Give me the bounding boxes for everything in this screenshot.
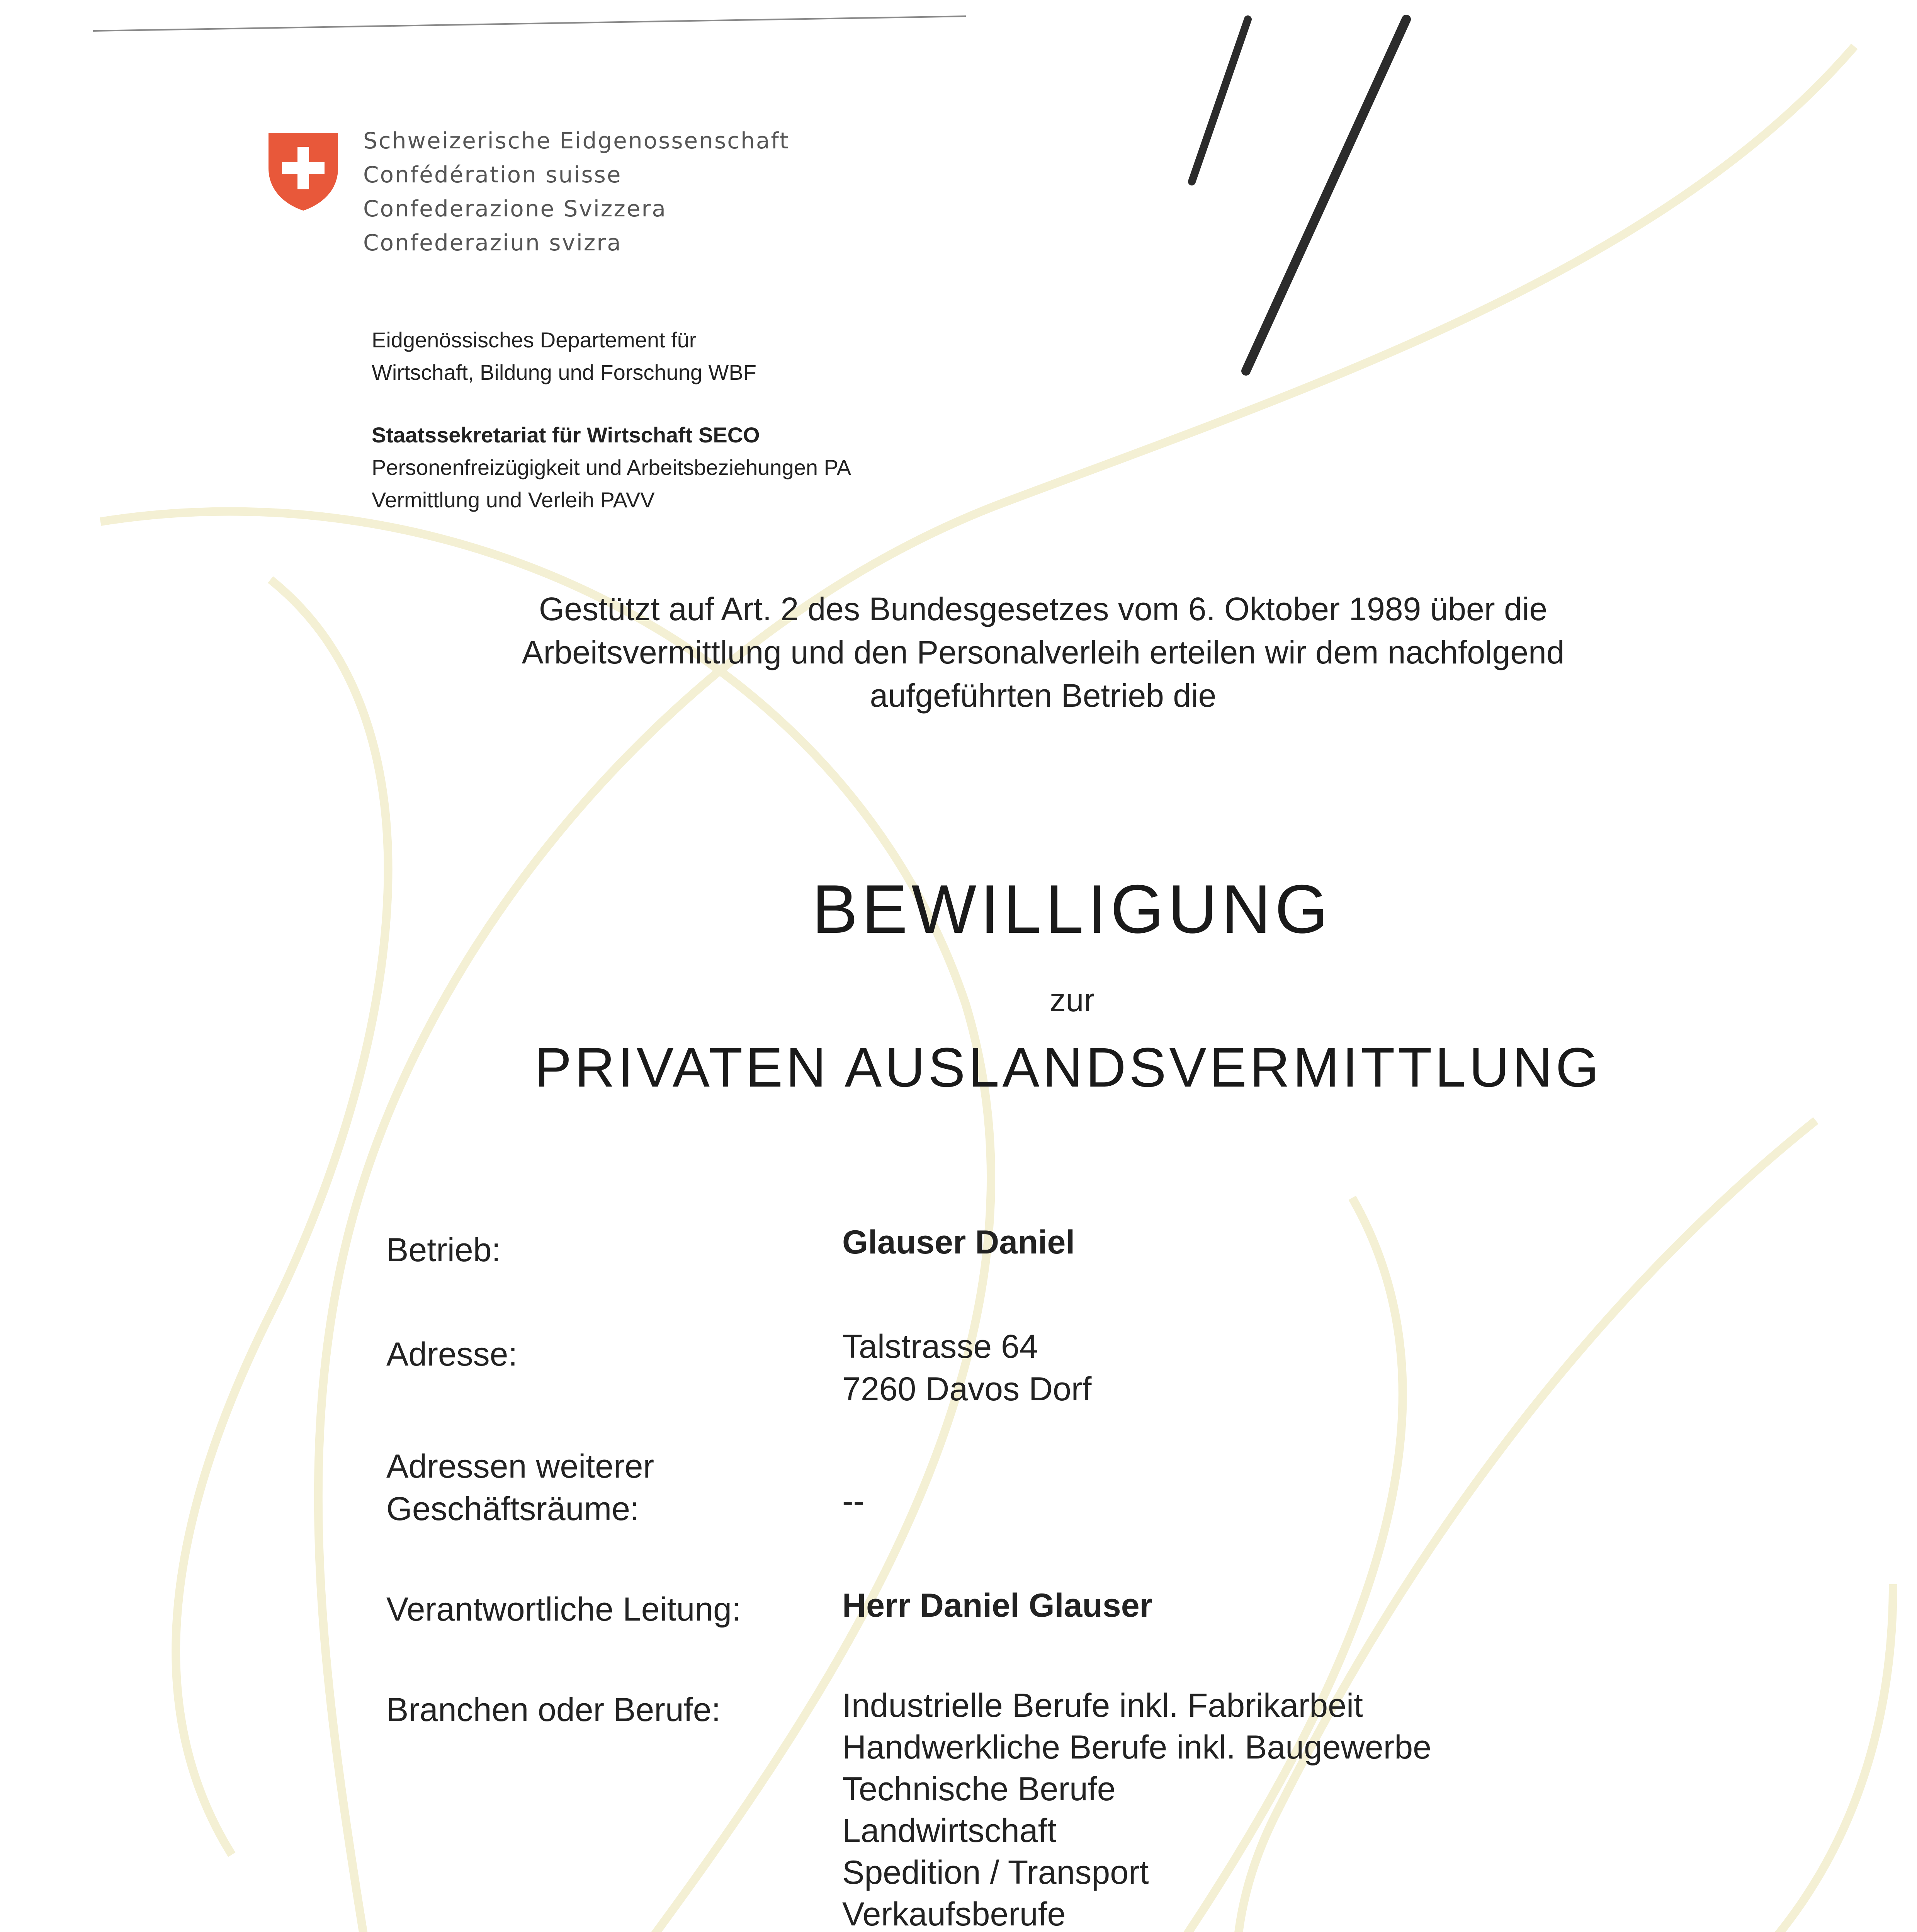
secretariat-block <box>372 419 851 516</box>
adresse-value <box>842 1325 1091 1410</box>
intro-line: aufgeführten Betrieb die <box>870 677 1217 714</box>
department-line: Wirtschaft, Bildung und Forschung WBF <box>372 360 756 384</box>
adresse-label: Adresse: <box>386 1336 518 1373</box>
weitere-label-line: Adressen weiterer <box>386 1448 654 1485</box>
leitung-value: Herr Daniel Glauser <box>842 1587 1153 1624</box>
weitere-value: -- <box>842 1483 865 1520</box>
scan-edge-line <box>93 16 966 31</box>
betrieb-label: Betrieb: <box>386 1231 501 1269</box>
secretariat-name: Staatssekretariat für Wirtschaft SECO <box>372 423 760 447</box>
swiss-crest-icon <box>267 131 340 213</box>
pen-stroke <box>1192 19 1248 182</box>
pen-strokes <box>479 19 1893 1932</box>
branchen-list <box>842 1685 1627 1932</box>
intro-line: Gestützt auf Art. 2 des Bundesgesetzes vom 6. Oktober 1989 über die <box>539 591 1548 627</box>
branche-item: Handwerkliche Berufe inkl. Baugewerbe <box>842 1729 1431 1766</box>
intro-paragraph <box>444 587 1642 717</box>
branche-item: Spedition / Transport <box>842 1854 1149 1891</box>
department-line: Eidgenössisches Departement für <box>372 328 697 352</box>
confederation-name-de: Schweizerische Eidgenossenschaft <box>363 128 790 154</box>
document-subtitle: PRIVATEN AUSLANDSVERMITTLUNG <box>534 1036 1602 1099</box>
branchen-label: Branchen oder Berufe: <box>386 1691 721 1728</box>
branche-item: Landwirtschaft <box>842 1812 1057 1849</box>
secretariat-line: Personenfreizügigkeit und Arbeitsbeziehungen PA <box>372 455 851 480</box>
leitung-label: Verantwortliche Leitung: <box>386 1591 741 1628</box>
intro-line: Arbeitsvermittlung und den Personalverleih erteilen wir dem nachfolgend <box>522 634 1565 670</box>
confederation-names <box>363 124 943 260</box>
address-city: 7260 Davos Dorf <box>842 1371 1092 1408</box>
department-block <box>372 324 756 389</box>
secretariat-line: Vermittlung und Verleih PAVV <box>372 488 655 512</box>
weitere-label <box>386 1445 654 1530</box>
betrieb-value: Glauser Daniel <box>842 1224 1075 1261</box>
confederation-name-fr: Confédération suisse <box>363 162 622 188</box>
pen-stroke <box>1246 19 1406 371</box>
branche-item: Industrielle Berufe inkl. Fabrikarbeit <box>842 1687 1363 1724</box>
confederation-name-rm: Confederaziun svizra <box>363 230 622 256</box>
branche-item: Verkaufsberufe <box>842 1896 1066 1932</box>
title-connector: zur <box>1049 982 1095 1018</box>
confederation-name-it: Confederazione Svizzera <box>363 196 667 222</box>
branche-item: Technische Berufe <box>842 1770 1116 1808</box>
weitere-label-line: Geschäftsräume: <box>386 1490 639 1527</box>
address-street: Talstrasse 64 <box>842 1328 1038 1365</box>
document-title: BEWILLIGUNG <box>812 871 1332 947</box>
